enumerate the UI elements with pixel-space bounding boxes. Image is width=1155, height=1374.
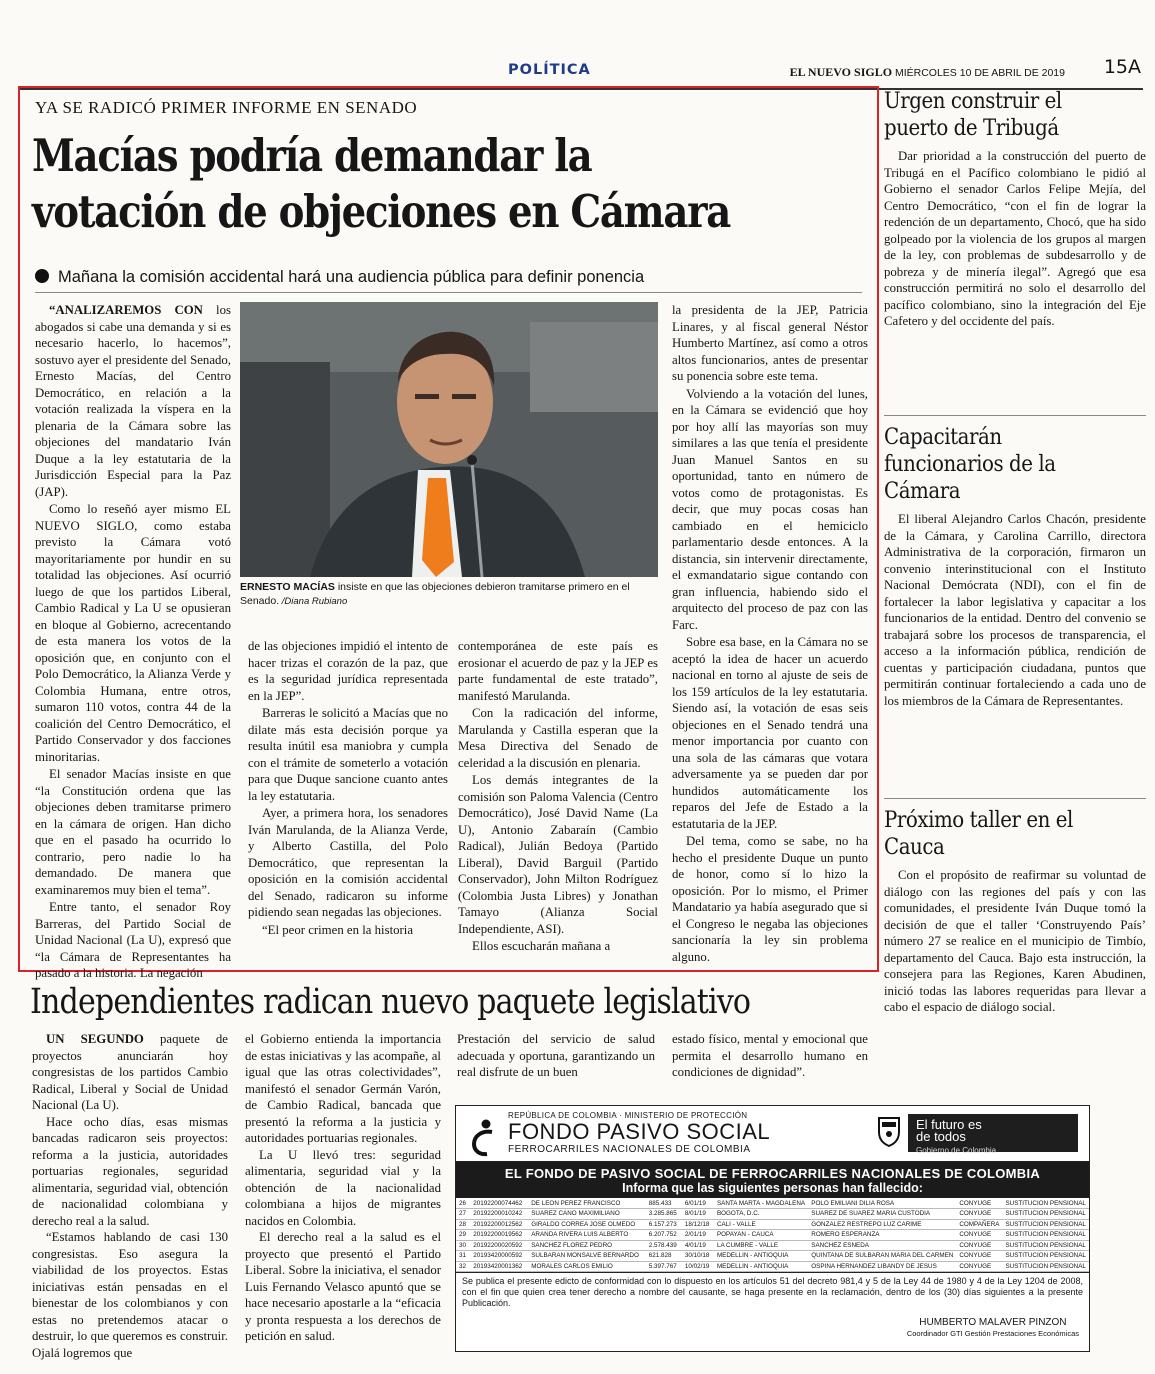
table-cell: 31: [456, 1251, 470, 1262]
ad-notice: Se publica el presente edicto de conformidad con lo dispuesto en los artículos 51 del decreto 981,4 y 5 de la Ley 44 de 1980 y 4 de la Ley 1204 de 2008, con el fin que quien crea tener derecho a nombre del causante, se haga presente en la reclamación, dentro de los (30) días siguientes a la presente Publicación.: [456, 1272, 1089, 1312]
fondo-pasivo-logo-icon: [470, 1118, 498, 1156]
brief-title: Capacitarán funcionarios de la Cámara: [884, 425, 1056, 504]
table-row: [456, 1251, 1089, 1262]
table-row: [456, 1219, 1089, 1230]
table-cell: 20192200074462: [470, 1198, 528, 1209]
ad-banner-title: EL FONDO DE PASIVO SOCIAL DE FERROCARRILES NACIONALES DE COLOMBIA: [504, 1166, 1041, 1181]
brief-title: Próximo taller en el Cauca: [884, 808, 1073, 860]
ad-org-sub: FERROCARRILES NACIONALES DE COLOMBIA: [508, 1144, 751, 1155]
table-cell: SUSTITUCION PENSIONAL: [1002, 1209, 1089, 1220]
paragraph: Prestación del servicio de salud adecuada y oportuna, garantizando un real disfrute de un buen: [457, 1032, 655, 1079]
main-article: [18, 86, 879, 980]
table-cell: 20192200012562: [470, 1219, 528, 1230]
table-cell: 20193420001362: [470, 1261, 528, 1272]
table-cell: 28: [456, 1219, 470, 1230]
table-cell: GONZALEZ RESTREPO LUZ CARIME: [808, 1219, 956, 1230]
table-cell: 26: [456, 1198, 470, 1209]
table-cell: SUSTITUCION PENSIONAL: [1002, 1240, 1089, 1251]
table-cell: 885.433: [646, 1198, 682, 1209]
table-cell: SUSTITUCION PENSIONAL: [1002, 1230, 1089, 1241]
table-cell: POLO EMILIANI DILIA ROSA: [808, 1198, 956, 1209]
brief-item: [884, 807, 1146, 1077]
paragraph: “El peor crimen en la historia: [262, 922, 414, 937]
brief-body: Con el propósito de reafirmar su voluntad de diálogo con las regiones del país y con las comunidades, el presidente Iván Duque tomó la decisión de que el taller ‘Construyendo País’ número 27 se realice en el municipio de Timbío, departamento del Cauca. Bajo esta instrucción, la consejera para las Regiones, Karen Abudinen, inició todas las labores requeridas para llevar a cabo el espacio de diálogo social.: [884, 868, 1146, 1014]
table-cell: CONYUGE: [956, 1209, 1002, 1220]
table-cell: 3.285.865: [646, 1209, 682, 1220]
brief-body: El liberal Alejandro Carlos Chacón, presidente de la Cámara, y Carolina Carrillo, directora Administrativa de la corporación, firmaron un convenio interinstitucional con el Instituto Nacional Demócrata (NDI), con el fin de fortalecer la labor legislativa y capacitar a los funcionarios de la entidad. Dentro del convenio se trabajará sobre los procesos de transparencia, el acceso a la información pública, rendición de cuentas y participación ciudadana, puntos que permitirán continuar fortaleciendo a cada uno de los miembros de la Cámara de Representantes.: [884, 512, 1146, 708]
table-cell: 6/01/19: [682, 1198, 714, 1209]
ad-banner-subtitle: Informa que las siguientes personas han fallecido:: [622, 1181, 923, 1195]
bottom-headline: Independientes radican nuevo paquete legislativo: [30, 982, 751, 1022]
table-cell: 20193420000592: [470, 1251, 528, 1262]
lead-in: “ANALIZAREMOS CON: [49, 303, 203, 317]
legal-notice-ad: [455, 1105, 1090, 1352]
lead-in: UN SEGUNDO: [46, 1032, 144, 1046]
bottom-column-4: [672, 1031, 868, 1091]
sidebar-briefs: [884, 88, 1146, 1077]
table-cell: 27: [456, 1209, 470, 1220]
table-cell: ARANDA RIVERA LUIS ALBERTO: [528, 1230, 646, 1241]
page-header: [18, 56, 1143, 86]
table-cell: 30: [456, 1240, 470, 1251]
table-cell: CONYUGE: [956, 1230, 1002, 1241]
article-column-1: [35, 302, 231, 980]
table-row: [456, 1261, 1089, 1272]
ad-ministry: REPÚBLICA DE COLOMBIA · MINISTERIO DE PROTECCIÓN: [508, 1111, 748, 1120]
bottom-column-1: [32, 1031, 228, 1360]
bottom-column-2: [245, 1031, 441, 1356]
deck-text: Mañana la comisión accidental hará una audiencia pública para definir ponencia: [58, 268, 645, 286]
table-cell: COMPAÑERA: [956, 1219, 1002, 1230]
gov-name: Gobierno de Colombia: [916, 1146, 997, 1155]
photo-caption: [240, 580, 660, 609]
kicker: YA SE RADICÓ PRIMER INFORME EN SENADO: [35, 98, 418, 117]
paragraph: [35, 302, 231, 500]
paragraph: Barreras le solicitó a Macías que no dilate más esta decisión porque ya resulta inútil esa maniobra y cumpla con el trámite de someterlo a votación para que Duque sancione cuanto antes la ley estatutaria.: [248, 706, 448, 803]
paragraph: “Estamos hablando de casi 130 congresistas. Eso asegura la viabilidad de los proyectos. Estas iniciativas están pensadas en el bienestar de los colombianos y con estas no pretendemos atacar o destruir, lo que queremos es construir. Ojalá logremos que: [32, 1230, 228, 1360]
table-cell: SUAREZ DE SUAREZ MARIA CUSTODIA: [808, 1209, 956, 1220]
caption-text: insiste en que las objeciones debieron tramitarse primero en el Senado.: [240, 581, 630, 607]
masthead: [790, 65, 1065, 80]
paragraph: el Gobierno entienda la importancia de estas iniciativas y las acompañe, al igual que las otras colectividades”, manifestó el senador Germán Varón, de Cambio Radical, bancada que presentó la reforma a la justicia y autoridades portuarias regionales.: [245, 1032, 441, 1145]
ad-org-name: FONDO PASIVO SOCIAL: [508, 1119, 771, 1144]
ad-banner: [456, 1162, 1089, 1198]
caption-name: ERNESTO MACÍAS: [240, 581, 335, 593]
paragraph: Hace ocho días, esas mismas bancadas radicaron seis proyectos: reforma a la justicia, autoridades portuarias regionales, seguridad alimentaria, seguridad vial, obtención de nacionalidad colombiana y derecho real a la salud.: [32, 1114, 228, 1228]
table-cell: SULBARAN MONSALVE BERNARDO: [528, 1251, 646, 1262]
table-row: [456, 1230, 1089, 1241]
colombia-shield-icon: [876, 1114, 902, 1148]
table-cell: 4/01/19: [682, 1240, 714, 1251]
paragraph: Volviendo a la votación del lunes, en la Cámara se evidenció que hoy por hoy allí las mayorías son muy similares a las que tenía el presidente Juan Manuel Santos en su oportunidad, tanto en número de votos como de protagonistas. Es decir, que muy pocas cosas han cambiado en el hemiciclo parlamentario desde entonces. A la distancia, sin intervenir directamente, el exmandatario sigue contando con gran influencia, habiendo sido el arquitecto del proceso de paz con las Farc.: [672, 386, 868, 632]
ad-signer: [907, 1317, 1079, 1339]
table-cell: OSPINA HERNANDEZ LIBANDY DE JESUS: [808, 1261, 956, 1272]
table-row: [456, 1240, 1089, 1251]
paragraph: [32, 1031, 228, 1114]
paragraph: El senador Macías insiste en que “la Constitución ordena que las objeciones deben tramitarse primero en la cámara de origen. Han dicho que en el pasado ha ocurrido lo contrario, pero nadie lo ha demandado. De manera que examinaremos muy bien el tema”.: [35, 767, 231, 897]
table-cell: 20192200010242: [470, 1209, 528, 1220]
article-column-2: [248, 638, 448, 966]
paragraph-text: paquete de proyectos anunciarán hoy congresistas de los partidos Cambio Radical, Liberal y Social de Unidad Nacional (La U).: [32, 1032, 228, 1112]
table-cell: BOGOTA, D.C.: [714, 1209, 808, 1220]
paragraph: Los demás integrantes de la comisión son Paloma Valencia (Centro Democrático), José David Name (La U), Antonio Zabaraín (Cambio Radical), Julián Bedoya (Partido Liberal), David Barguil (Partido Conservador), John Milton Rodríguez (Colombia Justa Libres) y Jonathan Tamayo (Alianza Social Independiente, ASI).: [458, 773, 658, 936]
table-cell: SUSTITUCION PENSIONAL: [1002, 1219, 1089, 1230]
table-cell: QUINTANA DE SULBARAN MARIA DEL CARMEN: [808, 1251, 956, 1262]
headline: [32, 128, 730, 240]
table-cell: 5.397.767: [646, 1261, 682, 1272]
table-cell: CONYUGE: [956, 1240, 1002, 1251]
deck-rule: [35, 292, 862, 293]
paragraph: La U llevó tres: seguridad alimentaria, seguridad vial y la obtención de la nacionalidad colombiana a hijos de migrantes nacidos en Colombia.: [245, 1147, 441, 1228]
paragraph: de las objeciones impidió el intento de hacer trizas el corazón de la paz, que es la seguridad jurídica representada en la JEP”.: [248, 639, 448, 703]
brief-divider: [884, 798, 1146, 799]
table-cell: MEDELLIN - ANTIOQUIA: [714, 1261, 808, 1272]
table-cell: POPAYAN - CAUCA: [714, 1230, 808, 1241]
paper-name: EL NUEVO SIGLO: [789, 65, 893, 79]
table-cell: 6.207.752: [646, 1230, 682, 1241]
table-cell: MORALES CARLOS EMILIO: [528, 1261, 646, 1272]
paragraph: la presidenta de la JEP, Patricia Linares, y al fiscal general Néstor Humberto Martínez, así como a otros altos funcionarios, antes de presentar su ponencia sobre este tema.: [672, 303, 868, 383]
headline-line-1: Macías podría demandar la: [32, 129, 592, 182]
signer-role: Coordinador GTI Gestión Prestaciones Económicas: [906, 1329, 1079, 1338]
table-cell: 8/01/19: [682, 1209, 714, 1220]
deck: [35, 268, 644, 287]
brief-divider: [884, 415, 1146, 416]
table-cell: SUSTITUCION PENSIONAL: [1002, 1251, 1089, 1262]
ad-header: [456, 1106, 1089, 1162]
deceased-table: [456, 1198, 1089, 1272]
paragraph: Entre tanto, el senador Roy Barreras, del Partido Social de Unidad Nacional (La U), expresó que “la Cámara de Representantes ha pasado a la historia. La negación: [35, 900, 231, 980]
table-cell: SANCHEZ FLOREZ PEDRO: [528, 1240, 646, 1251]
table-cell: 6.157.273: [646, 1219, 682, 1230]
table-cell: 18/12/18: [682, 1219, 714, 1230]
issue-date: MIÉRCOLES 10 DE ABRIL DE 2019: [894, 67, 1065, 79]
table-cell: DE LEON PEREZ FRANCISCO: [528, 1198, 646, 1209]
table-cell: 30/10/18: [682, 1251, 714, 1262]
table-cell: 29: [456, 1230, 470, 1241]
page-number: 15A: [1103, 56, 1141, 78]
paragraph: Del tema, como se sabe, no ha hecho el presidente Duque un punto de honor, como sí lo hizo la oposición. Por lo mismo, el Primer Mandatario ya había asegurado que si el Congreso le negaba las objeciones sancionaría la ley sin problema alguno.: [672, 834, 868, 964]
paragraph-text: los abogados si cabe una demanda y si es necesario hacerlo, lo hacemos”, sostuvo ayer el presidente del Senado, Ernesto Macías, del Centro Democrático, en relación a la votación realizada la víspera en la plenaria de la Cámara sobre las objeciones del mandatario Iván Duque a la ley estatutaria de la Jurisdicción Especial para la Paz (JAP).: [35, 303, 231, 499]
table-cell: 20192200019562: [470, 1230, 528, 1241]
brief-item: [884, 88, 1146, 411]
article-column-3: [458, 638, 658, 966]
paragraph: Con la radicación del informe, Marulanda y Castilla esperan que la Mesa Directiva del Senado de celeridad a la discusión en plenaria.: [458, 706, 658, 770]
table-cell: CONYUGE: [956, 1198, 1002, 1209]
table-cell: 32: [456, 1261, 470, 1272]
table-cell: SANCHEZ ESNEDA: [808, 1240, 956, 1251]
bullet-dot-icon: [35, 269, 49, 283]
table-cell: 2.578.439: [646, 1240, 682, 1251]
paragraph: estado físico, mental y emocional que permita el desarrollo humano en condiciones de dignidad”.: [672, 1032, 868, 1079]
section-label: POLÍTICA: [508, 62, 591, 78]
headline-line-2: votación de objeciones en Cámara: [32, 185, 731, 238]
table-cell: LA CUMBRE - VALLE: [714, 1240, 808, 1251]
photo-illustration: [240, 302, 658, 577]
article-photo: [240, 302, 658, 577]
photo-credit: /Diana Rubiano: [279, 596, 348, 607]
table-cell: ROMERO ESPERANZA: [808, 1230, 956, 1241]
table-row: [456, 1209, 1089, 1220]
gov-brand: [908, 1114, 1078, 1155]
table-cell: 621.828: [646, 1251, 682, 1262]
bottom-column-3: [457, 1031, 655, 1091]
table-cell: 10/02/19: [682, 1261, 714, 1272]
table-cell: CALI - VALLE: [714, 1219, 808, 1230]
table-cell: SUSTITUCION PENSIONAL: [1002, 1198, 1089, 1209]
table-cell: SANTA MARTA - MAGDALENA: [714, 1198, 808, 1209]
table-cell: 20192200020592: [470, 1240, 528, 1251]
table-row: [456, 1198, 1089, 1209]
gov-slogan: El futuro es de todos: [916, 1117, 982, 1144]
brief-body: Dar prioridad a la construcción del puerto de Tribugá en el Pacífico colombiano le pidió al Gobierno el senador Carlos Felipe Mejía, del Centro Democrático, “con el fin de lograr la redención de un departamento, Chocó, que ha sido golpeado por la violencia de los grupos al margen de la ley, con problemas de subdesarrollo y de pobreza y de minería ilegal”. Agregó que esa construcción permitirá no solo el desarrollo del pacífico colombiano, sino la integración del Eje Cafetero y del occidente del país.: [884, 149, 1146, 328]
paragraph: El derecho real a la salud es el proyecto que presentó el Partido Liberal. Sobre la iniciativa, el senador Luis Fernando Velasco apuntó que se hace necesario apostarle a la “eficacia y pronta respuesta a los derechos de petición en salud.: [245, 1230, 441, 1343]
paragraph: Ayer, a primera hora, los senadores Iván Marulanda, de la Alianza Verde, y Alberto Castilla, del Polo Democrático, que representan la oposición en la comisión accidental del Senado, radicaron su informe pidiendo sean negadas las objeciones.: [248, 806, 448, 919]
table-cell: CONYUGE: [956, 1251, 1002, 1262]
table-cell: GIRALDO CORREA JOSE OLMEDO: [528, 1219, 646, 1230]
paragraph: Como lo reseñó ayer mismo EL NUEVO SIGLO, como estaba previsto la Cámara votó mayoritariamente por hundir en su totalidad las objeciones. Así ocurrió luego de que los partidos Liberal, Cambio Radical y La U se opusieran en bloque al Gobierno, acrecentando de esta manera los votos de la oposición que, en conjunto con el Polo Democrático, la Alianza Verde y Colombia Humana, entre otros, sumaron 110 votos, contra 44 de la coalición del Centro Democrático, el Partido Conservador y dos facciones minoritarias.: [35, 502, 231, 764]
table-cell: SUSTITUCION PENSIONAL: [1002, 1261, 1089, 1272]
signer-name: HUMBERTO MALAVER PINZON: [919, 1317, 1067, 1328]
paragraph: Ellos escucharán mañana a: [472, 939, 611, 953]
paragraph: contemporánea de este país es erosionar el acuerdo de paz y la JEP es parte fundamental de este tratado”, manifestó Marulanda.: [458, 639, 658, 703]
table-cell: SUAREZ CANO MAXIMILIANO: [528, 1209, 646, 1220]
table-cell: MEDELLIN - ANTIOQUIA: [714, 1251, 808, 1262]
article-column-4: [672, 302, 868, 966]
table-cell: CONYUGE: [956, 1261, 1002, 1272]
table-cell: 2/01/19: [682, 1230, 714, 1241]
paragraph: Sobre esa base, en la Cámara no se aceptó la idea de hacer un acuerdo nacional en torno al ajuste de seis de los 159 artículos de la ley estatutaria. Siendo así, la votación de esas seis objeciones en el Senado tendrá una menor importancia por cuanto con una sola de las cámaras que votara adversamente ya se pueden dar por hundidos automáticamente los reparos del Jefe de Estado a la estatutaria de la JEP.: [672, 635, 868, 831]
brief-title: Urgen construir el puerto de Tribugá: [884, 89, 1062, 141]
brief-item: [884, 424, 1146, 794]
